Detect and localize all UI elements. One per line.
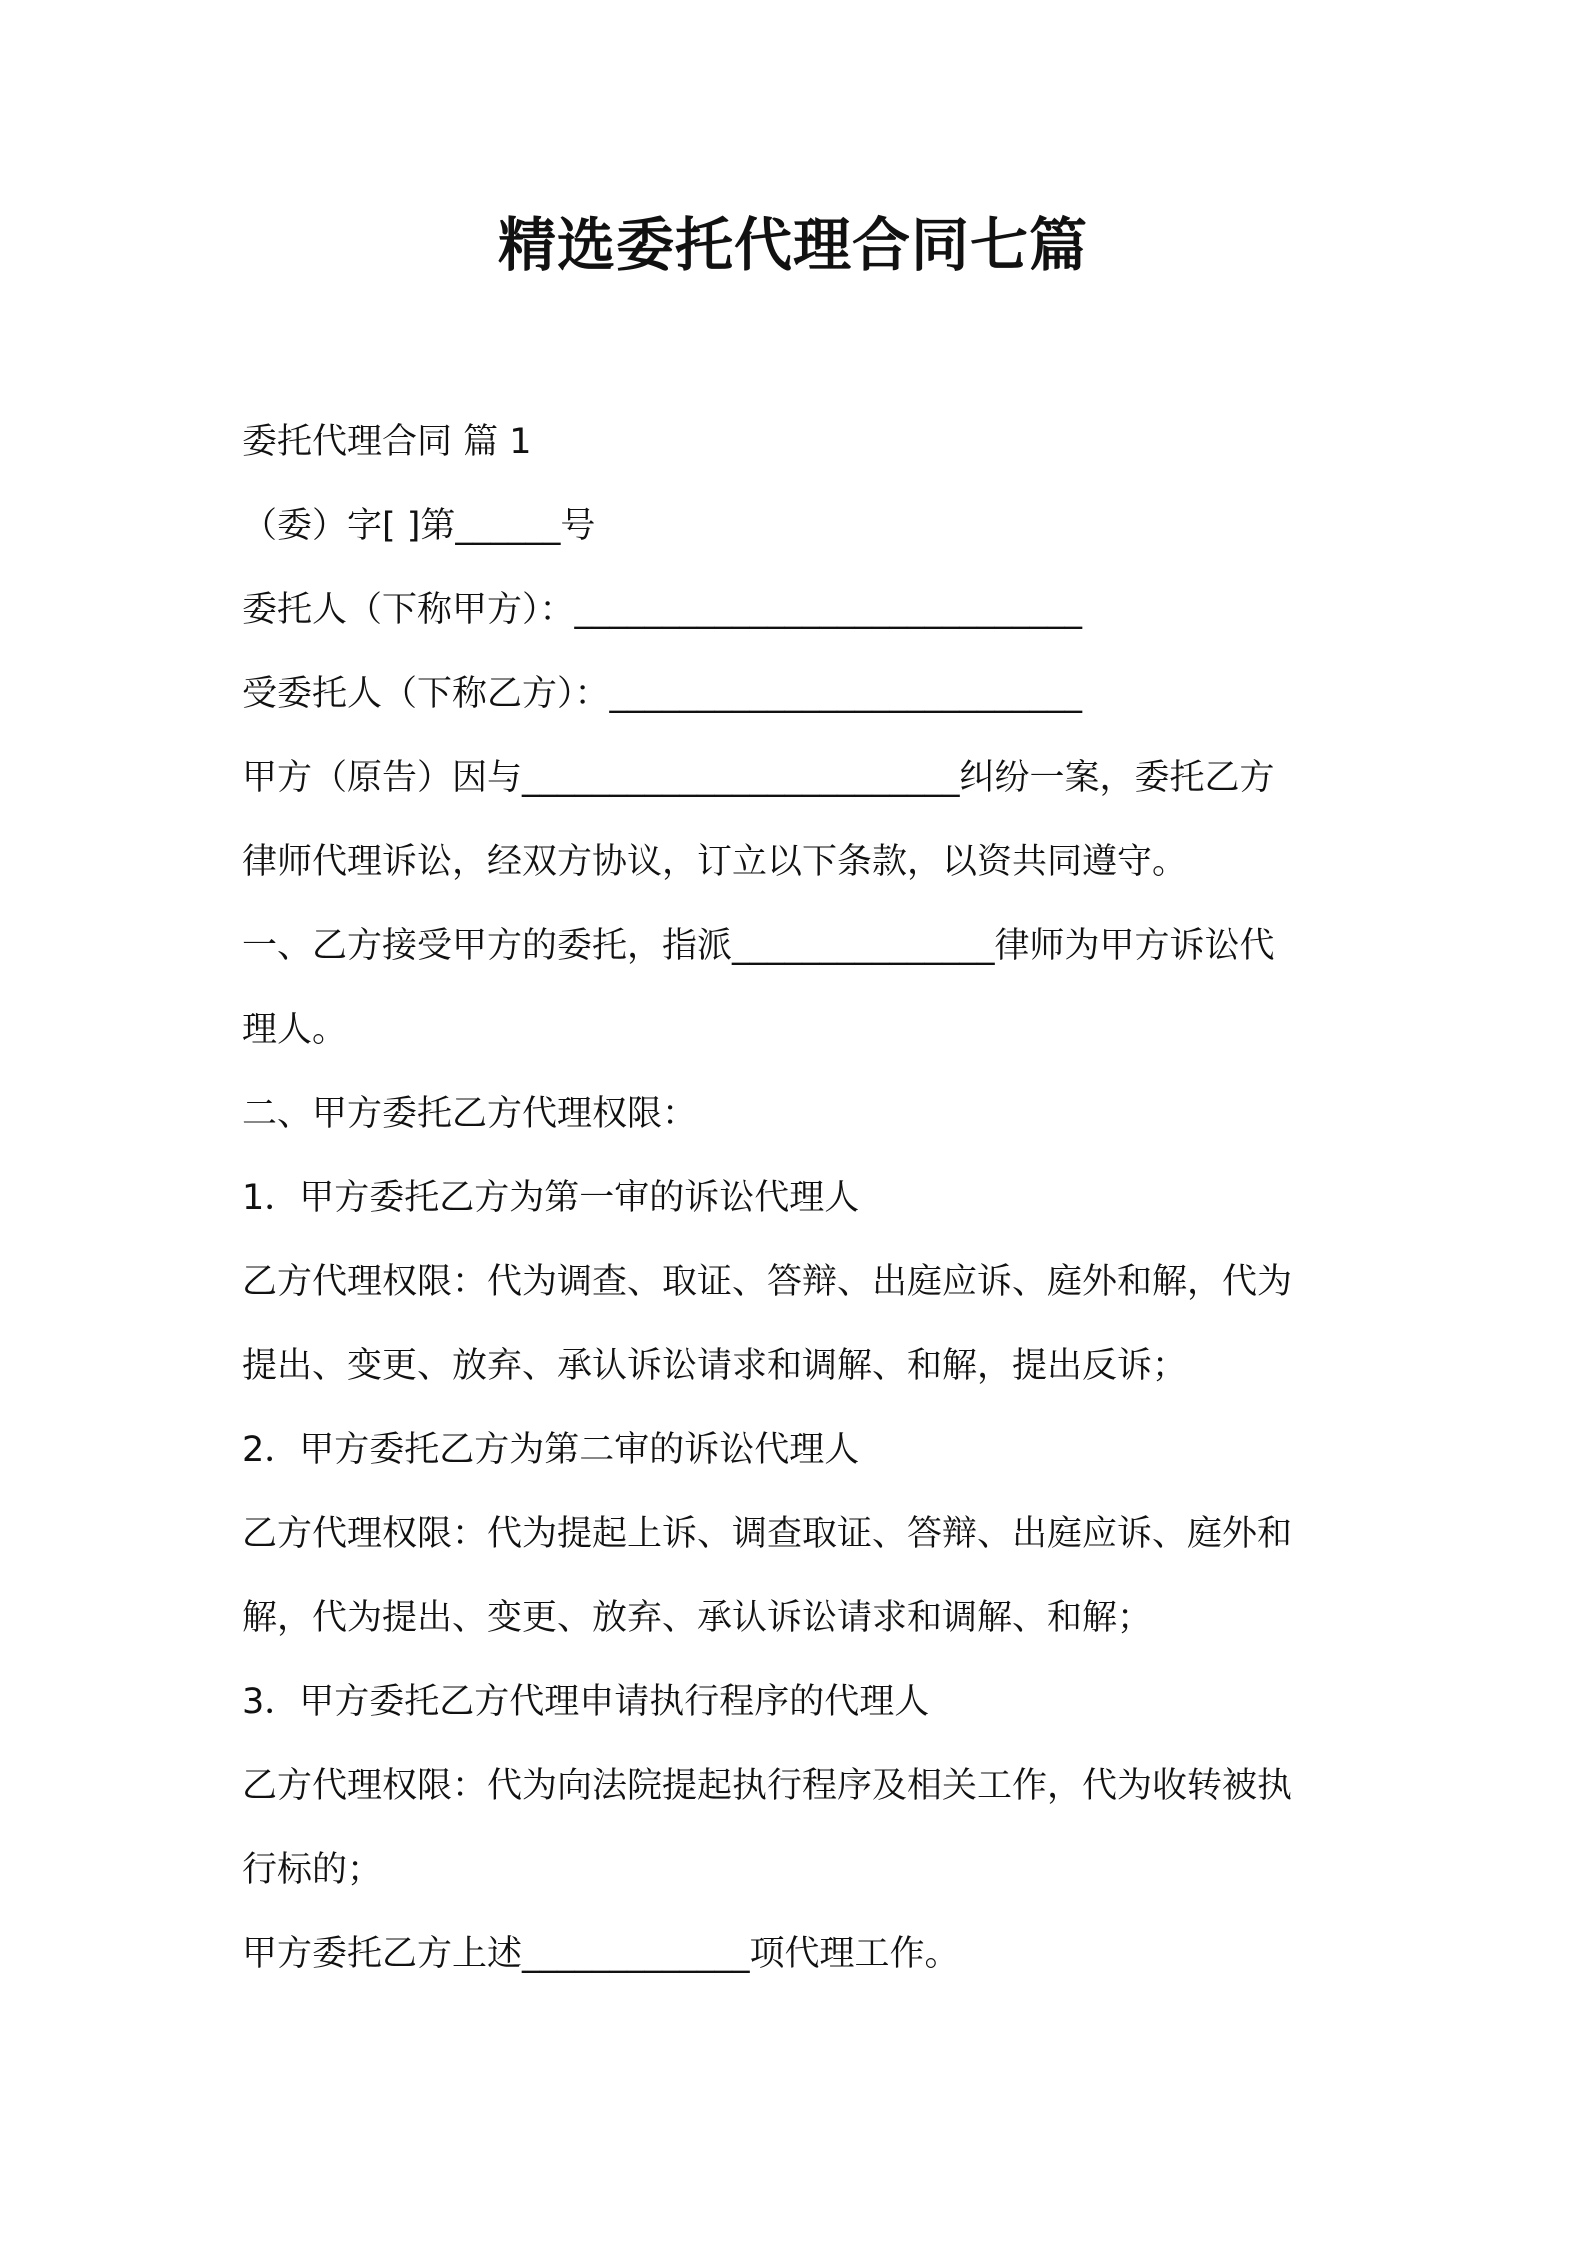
clause-line: 1．甲方委托乙方为第一审的诉讼代理人 xyxy=(242,1178,860,1218)
paragraph-line: 律师代理诉讼，经双方协议，订立以下条款，以资共同遵守。 xyxy=(242,842,1188,882)
clause-line: 乙方代理权限：代为调查、取证、答辩、出庭应诉、庭外和解，代为 xyxy=(242,1262,1293,1302)
agent-line: 受委托人（下称乙方）：___________________________ xyxy=(242,674,1083,714)
clause-line: 2．甲方委托乙方为第二审的诉讼代理人 xyxy=(242,1430,860,1470)
clause-line: 3．甲方委托乙方代理申请执行程序的代理人 xyxy=(242,1682,930,1722)
clause-line: 行标的； xyxy=(242,1850,383,1890)
contract-number-line: （委）字[ ]第______号 xyxy=(242,506,596,546)
clause-line: 理人。 xyxy=(242,1010,348,1050)
clause-line: 乙方代理权限：代为提起上诉、调查取证、答辩、出庭应诉、庭外和 xyxy=(242,1514,1293,1554)
clause-line: 解，代为提出、变更、放弃、承认诉讼请求和调解、和解； xyxy=(242,1598,1153,1638)
document-body xyxy=(242,400,1352,1996)
clause-line: 二、甲方委托乙方代理权限： xyxy=(242,1094,698,1134)
clause-line: 甲方委托乙方上述_____________项代理工作。 xyxy=(242,1934,960,1974)
paragraph-line: 甲方（原告）因与_________________________纠纷一案，委托乙方 xyxy=(242,758,1275,798)
clause-line: 一、乙方接受甲方的委托，指派_______________律师为甲方诉讼代 xyxy=(242,926,1275,966)
clause-line: 提出、变更、放弃、承认诉讼请求和调解、和解，提出反诉； xyxy=(242,1346,1188,1386)
section-heading: 委托代理合同 篇 1 xyxy=(242,422,532,462)
document-title: 精选委托代理合同七篇 xyxy=(497,211,1088,279)
clause-line: 乙方代理权限：代为向法院提起执行程序及相关工作，代为收转被执 xyxy=(242,1766,1293,1806)
principal-line: 委托人（下称甲方）：_____________________________ xyxy=(242,590,1083,630)
